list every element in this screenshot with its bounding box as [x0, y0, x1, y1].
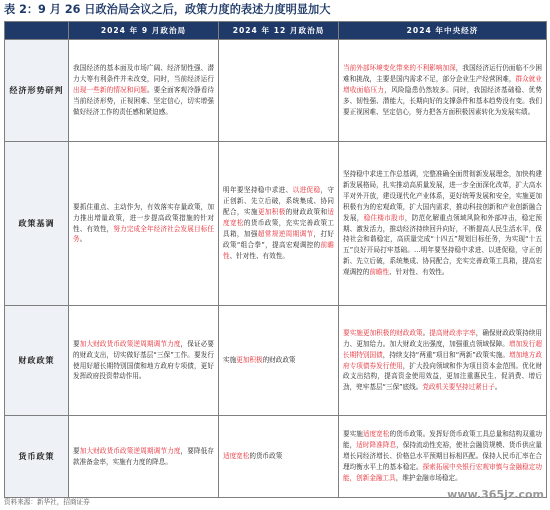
- body-text: ，确保财政政策持续用力、更加给力。加大财政支出强度，加强重点领域保障。: [343, 328, 543, 348]
- body-text: ，我国经济运行仍面临不少困难和挑战，主要是国内需求不足，部分企业生产经营困难，: [343, 64, 543, 84]
- cell-paragraph: [343, 328, 542, 393]
- cell-dec-policy-tone: [219, 142, 339, 306]
- body-text: 。要全面客观冷静看待当前经济形势，正视困难、坚定信心，切实增强做好经济工作的责任感和紧迫感。: [73, 86, 215, 116]
- body-text: ，扩大投向领域和作为项目资本金范围。优化财政支出结构，提高资金使用效益，更加注重惠民生、促消费、增后劲，兜牢基层“三保”底线。: [343, 361, 543, 392]
- cell-dec-monetary-policy: [219, 416, 339, 498]
- highlighted-text: 超常规逆周期调节: [257, 229, 314, 238]
- highlighted-text: 适度宽松: [223, 452, 250, 461]
- cell-sep-policy-tone: [69, 142, 219, 306]
- body-text: 要: [73, 446, 80, 455]
- header-corner: [5, 22, 69, 40]
- body-text: ，风险隐患仍然较多。同时，我国经济基础稳、优势多、韧性强、潜能大，长期向好的支撑条件和基本趋势没有变。我们要正视困难、坚定信心，努力把各方面积极因素转化为发展实绩。: [343, 86, 543, 116]
- body-text: 的货币政策: [249, 452, 283, 461]
- body-text: ，保持流动性充裕，使社会融资规模、货币供应量增长同经济增长、价格总水平预期目标相匹配。保持人民币汇率在合理均衡水平上的基本稳定。: [343, 441, 543, 471]
- highlighted-text: 增加发行超长期特别国债: [343, 339, 543, 359]
- cell-text: [339, 427, 546, 486]
- header-dec-politburo: 2024 年 12 月政治局: [219, 22, 339, 40]
- cell-paragraph: [223, 185, 334, 261]
- highlighted-text: 要实施更加积极的财政政策: [343, 328, 423, 337]
- body-text: 的财政政策: [262, 356, 296, 365]
- policy-comparison-table: [4, 21, 547, 498]
- cell-text: [219, 449, 338, 464]
- cell-paragraph: [223, 355, 334, 366]
- body-text: ，维护金融市场稳定。: [395, 473, 462, 482]
- row-label-fiscal-policy: 财政政策: [5, 306, 69, 416]
- highlighted-text: 当前外部环境变化带来的不利影响加深: [343, 64, 456, 73]
- body-text: ，守正创新、先立后破，系统集成、协同配合，实施: [223, 186, 335, 217]
- cell-text: [69, 200, 218, 248]
- table-row: [5, 416, 547, 498]
- body-text: 要实施: [343, 430, 363, 439]
- cell-text: [69, 337, 218, 385]
- cell-cewc-economic-outlook: [339, 40, 547, 142]
- cell-text: [219, 353, 338, 368]
- cell-paragraph: [73, 339, 214, 383]
- cell-sep-monetary-policy: [69, 416, 219, 498]
- highlighted-text: 前瞻性: [223, 240, 334, 260]
- cell-paragraph: [223, 451, 334, 462]
- watermark: www.365jz.com: [447, 488, 544, 501]
- source-note: 资料来源：新华社，招商证券: [4, 498, 90, 506]
- body-text: ，防范化解重点领域风险和外部冲击，稳定预期、激发活力，推动经济持续回升向好，不断提高人民生活水平，保持社会和谐稳定，高质量完成“十四五”规划目标任务，为实现“十五五”良好开局打牢基础。…明年要坚持稳中求进、以进促稳，守正创新、先立后破，系统集成、协同配合，充实完善政策工具箱，提高宏观调控的: [343, 213, 543, 277]
- highlighted-text: 加大财政货币政策逆周期调节力度: [79, 339, 181, 348]
- body-text: 。: [422, 328, 430, 337]
- cell-cewc-policy-tone: [339, 142, 547, 306]
- body-text: 。: [79, 235, 87, 244]
- cell-text: [69, 444, 218, 470]
- highlighted-text: 稳住楼市股市: [363, 213, 405, 222]
- highlighted-text: 党政机关要坚持过紧日子: [422, 383, 495, 392]
- body-text: 坚持稳中求进工作总基调，完整准确全面贯彻新发展理念，加快构建新发展格局，扎实推动高质量发展，进一步全面深化改革，扩大高水平对外开放，建设现代化产业体系，更好统筹发展和安全，实施更加积极有为的宏观政策，扩大国内需求，推动科技创新和产业创新融合发展，: [343, 169, 542, 222]
- highlighted-text: 努力完成全年经济社会发展目标任务: [73, 224, 215, 244]
- cell-text: [219, 89, 338, 93]
- cell-text: [339, 61, 546, 120]
- row-label-economic-outlook: 经济形势研判: [5, 40, 69, 142]
- cell-cewc-fiscal-policy: [339, 306, 547, 416]
- body-text: 实施: [223, 356, 237, 365]
- body-text: 要抓住重点、主动作为，有效落实存量政策，加力推出增量政策，进一步提高政策措施的针对性、有效性，: [73, 202, 214, 233]
- body-text: 的财政政策和: [285, 208, 328, 217]
- highlighted-text: 适度宽松: [362, 430, 390, 439]
- highlighted-text: 适时降准降息: [356, 441, 397, 450]
- cell-paragraph: [73, 202, 214, 246]
- row-label-monetary-policy: 货币政策: [5, 416, 69, 498]
- cell-paragraph: [73, 446, 214, 468]
- cell-text: [69, 61, 218, 120]
- highlighted-text: 加大财政货币政策逆周期调节力度: [79, 446, 181, 455]
- highlighted-text: 更加积极: [236, 356, 263, 365]
- body-text: ，持续支持“两重”项目和“两新”政策实施。: [382, 350, 509, 359]
- table-row: [5, 306, 547, 416]
- table-row: [5, 142, 547, 306]
- body-text: 的货币政策，充实完善政策工具箱，加强: [223, 219, 335, 238]
- body-text: 、针对性、有效性。: [389, 268, 449, 277]
- body-text: 明年要坚持稳中求进、: [223, 186, 293, 195]
- cell-text: [219, 183, 338, 263]
- body-text: 、针对性、有效性。: [229, 251, 289, 260]
- body-text: 的货币政策。发挥好货币政策工具总量和结构双重功能，: [343, 430, 543, 450]
- highlighted-text: 提高财政赤字率: [429, 328, 476, 337]
- cell-paragraph: [73, 63, 214, 118]
- cell-text: [339, 326, 546, 395]
- table-row: [5, 40, 547, 142]
- body-text: ，保证必要的财政支出，切实做好基层“三保”工作。要发行使用好超长期特别国债和地方政府专项债，更好发挥政府投资带动作用。: [73, 339, 215, 381]
- header-cewc: 2024 年中央经济: [339, 22, 547, 40]
- header-sep-politburo: 2024 年 9 月政治局: [69, 22, 219, 40]
- cell-text: [339, 167, 546, 280]
- highlighted-text: 更加积极: [257, 208, 286, 217]
- highlighted-text: 出现一些新的情况和问题: [73, 86, 147, 95]
- highlighted-text: 以进促稳: [292, 186, 321, 195]
- body-text: ，打好政策“组合拳”，提高宏观调控的: [223, 229, 335, 249]
- cell-paragraph: [343, 169, 542, 278]
- body-text: 。: [494, 383, 502, 392]
- highlighted-text: 前瞻性: [369, 268, 390, 277]
- body-text: 我国经济的基本面及市场广阔、经济韧性强、潜力大等有利条件并未改变，同时，当前经济运行: [73, 64, 214, 84]
- body-text: ，要降低存款准备金率，实施有力度的降息。: [73, 446, 215, 466]
- highlighted-text: 探索拓展中央银行宏观审慎与金融稳定功能，创新金融工具: [343, 462, 543, 482]
- cell-dec-economic-outlook: [219, 40, 339, 142]
- header-row: [5, 22, 547, 40]
- cell-paragraph: [343, 63, 542, 118]
- cell-sep-fiscal-policy: [69, 306, 219, 416]
- table-title: 表 2：9 月 26 日政治局会议之后，政策力度的表述力度明显加大: [4, 3, 331, 16]
- cell-dec-fiscal-policy: [219, 306, 339, 416]
- row-label-policy-tone: 政策基调: [5, 142, 69, 306]
- body-text: 要: [73, 339, 80, 348]
- cell-paragraph: [343, 429, 542, 484]
- cell-sep-economic-outlook: [69, 40, 219, 142]
- highlighted-text: 群众就业增收面临压力: [343, 75, 543, 95]
- highlighted-text: 增加地方政府专项债券发行使用: [343, 350, 542, 370]
- cell-cewc-monetary-policy: [339, 416, 547, 498]
- highlighted-text: 适度宽松: [223, 208, 335, 228]
